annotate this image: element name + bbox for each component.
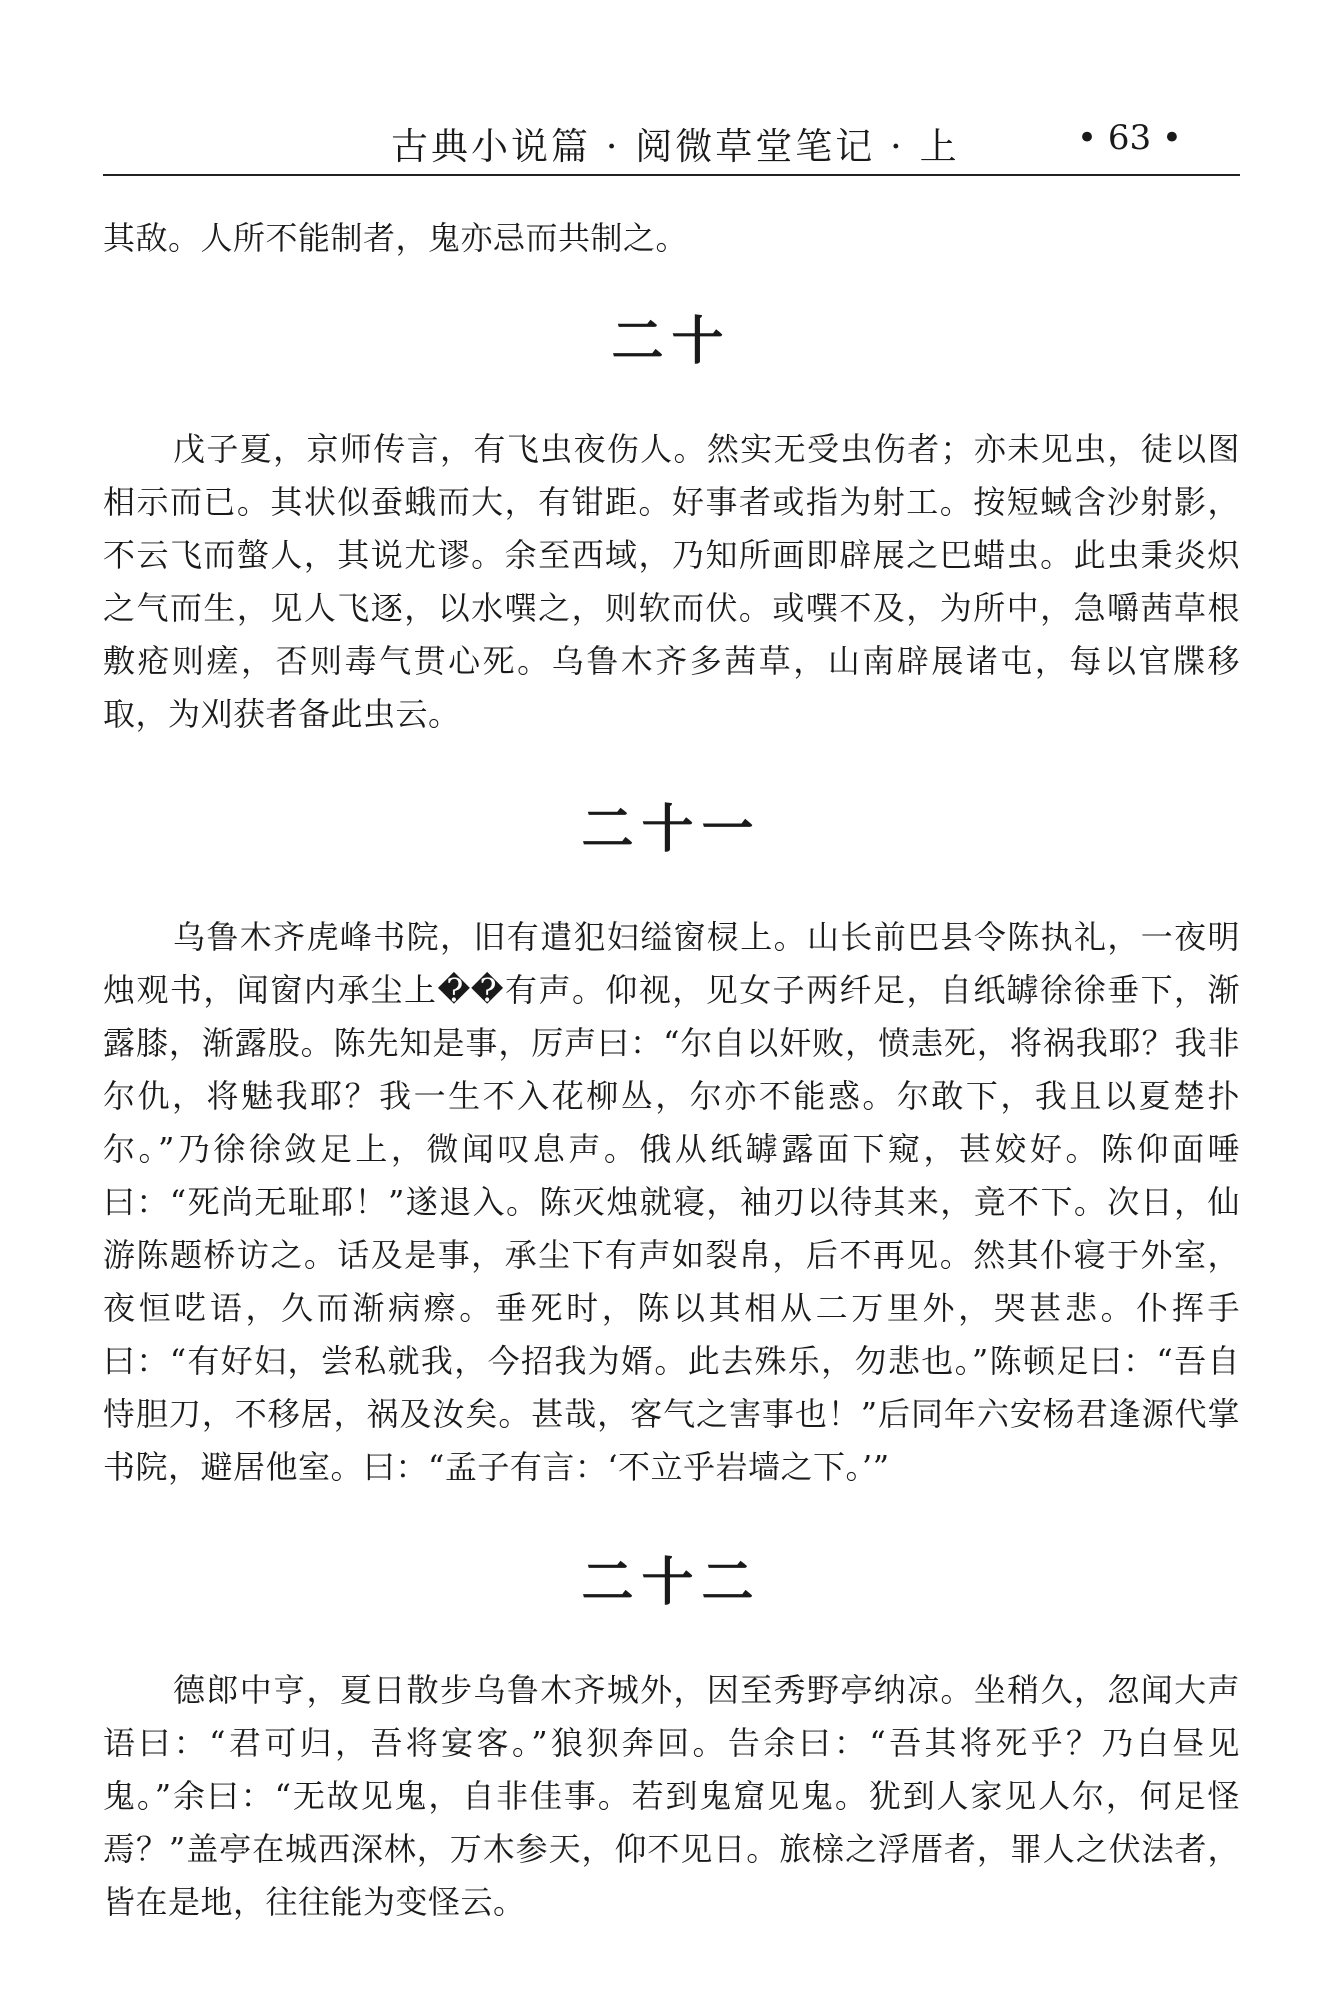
book-page [103,0,1240,1997]
chapter-heading-20: 二十 [611,312,732,372]
chapter-20-paragraph: 戊子夏，京师传言，有飞虫夜伤人。然实无受虫伤者；亦未见虫，徒以图相示而已。其状似蚕蛾而大，有钳距。好事者或指为射工。按短蜮含沙射影，不云飞而螫人，其说尤谬。余至西域，乃知所画即辟展之巴蜡虫。此虫秉炎炽之气而生，见人飞逐，以水噀之，则软而伏。或噀不及，为所中，急嚼茜草根敷疮则瘥，否则毒气贯心死。乌鲁木齐多茜草，山南辟展诸屯，每以官牒移取，为刈获者备此虫云。 [103,430,1240,733]
chapter-heading-22: 二十二 [581,1553,762,1613]
chapter-heading-21: 二十一 [581,800,762,860]
running-header [103,112,1240,176]
chapter-21-paragraph: 乌鲁木齐虎峰书院，旧有遣犯妇缢窗棂上。山长前巴县令陈执礼，一夜明烛观书，闻窗内承尘上��有声。仰视，见女子两纤足，自纸罅徐徐垂下，渐露膝，渐露股。陈先知是事，厉声曰：“尔自以奸败，愤恚死，将祸我耶？我非尔仇，将魅我耶？我一生不入花柳丛，尔亦不能惑。尔敢下，我且以夏楚扑尔。”乃徐徐敛足上，微闻叹息声。俄从纸罅露面下窥，甚姣好。陈仰面唾曰：“死尚无耻耶！”遂退入。陈灭烛就寝，袖刃以待其来，竟不下。次日，仙游陈题桥访之。话及是事，承尘下有声如裂帛，后不再见。然其仆寝于外室，夜恒呓语，久而渐病瘵。垂死时，陈以其相从二万里外，哭甚悲。仆挥手曰：“有好妇，尝私就我，今招我为婿。此去殊乐，勿悲也。”陈顿足曰：“吾自恃胆刀，不移居，祸及汝矣。甚哉，客气之害事也！”后同年六安杨君逢源代掌书院，避居他室。曰：“孟子有言：‘不立乎岩墙之下。’” [103,918,1240,1486]
chapter-22-paragraph: 德郎中亨，夏日散步乌鲁木齐城外，因至秀野亭纳凉。坐稍久，忽闻大声语曰：“君可归，吾将宴客。”狼狈奔回。告余曰：“吾其将死乎？乃白昼见鬼。”余曰：“无故见鬼，自非佳事。若到鬼窟见鬼。犹到人家见人尔，何足怪焉？”盖亭在城西深林，万木参天，仰不见日。旅榇之浮厝者，罪人之伏法者，皆在是地，往往能为变怪云。 [103,1671,1240,1921]
page-number: • 63 • [1077,118,1182,158]
running-title: 古典小说篇 · 阅微草堂笔记 · 上 [391,125,960,168]
page-content [103,212,1240,1929]
continuation-paragraph: 其敌。人所不能制者，鬼亦忌而共制之。 [103,219,689,257]
